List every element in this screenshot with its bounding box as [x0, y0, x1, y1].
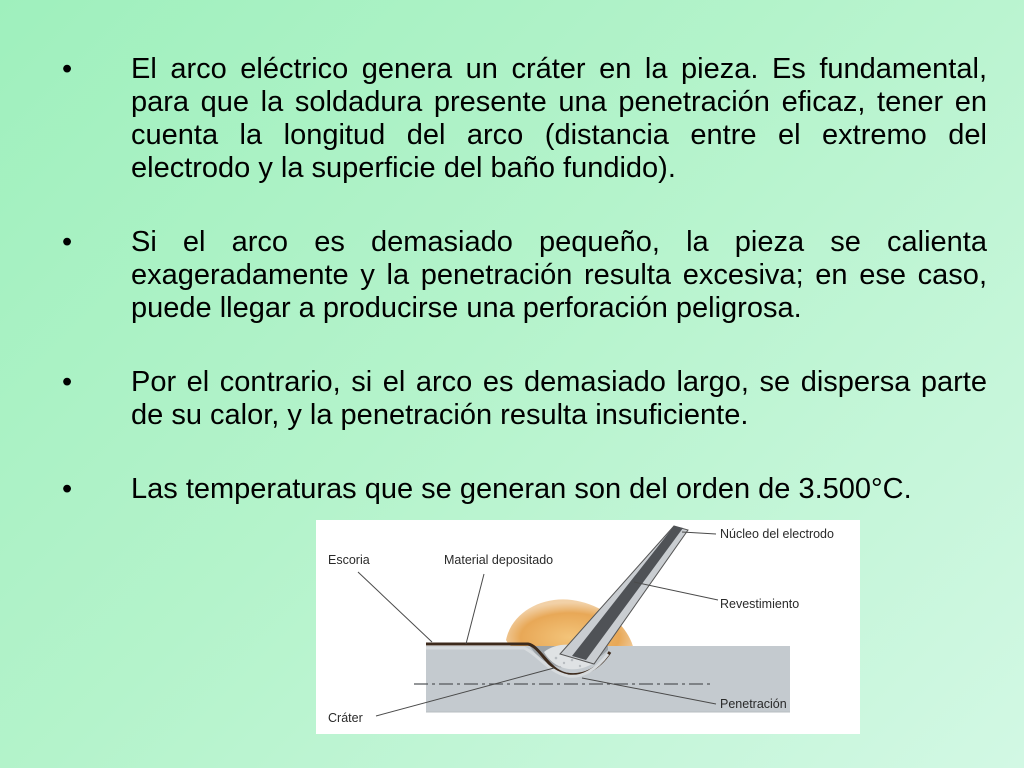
label-penetracion: Penetración — [720, 697, 787, 711]
label-material-depositado: Material depositado — [444, 553, 554, 567]
label-escoria: Escoria — [328, 553, 370, 567]
bullet-text: Las temperaturas que se generan son del orden de 3.500°C. — [131, 473, 912, 505]
bullet-marker: • — [62, 53, 73, 85]
label-nucleo-electrodo: Núcleo del electrodo — [720, 527, 834, 541]
label-crater: Cráter — [328, 711, 363, 725]
welding-diagram-svg — [316, 520, 860, 734]
welding-diagram — [316, 520, 860, 734]
bullet-marker: • — [62, 226, 73, 258]
bullet-marker: • — [62, 366, 73, 398]
label-revestimiento: Revestimiento — [720, 597, 800, 611]
bullet-text: Por el contrario, si el arco es demasiado largo, se dispersa parte de su calor, y la penetración resulta insuficiente. — [131, 366, 987, 431]
bullet-marker: • — [62, 473, 73, 505]
bullet-text: El arco eléctrico genera un cráter en la pieza. Es fundamental, para que la soldadura presente una penetración eficaz, tener en cuenta la longitud del arco (distancia entre el extremo del electrodo y la superficie del baño fundido). — [131, 53, 987, 184]
bullet-text: Si el arco es demasiado pequeño, la pieza se calienta exageradamente y la penetración resulta excesiva; en ese caso, puede llegar a producirse una perforación peligrosa. — [131, 226, 987, 324]
